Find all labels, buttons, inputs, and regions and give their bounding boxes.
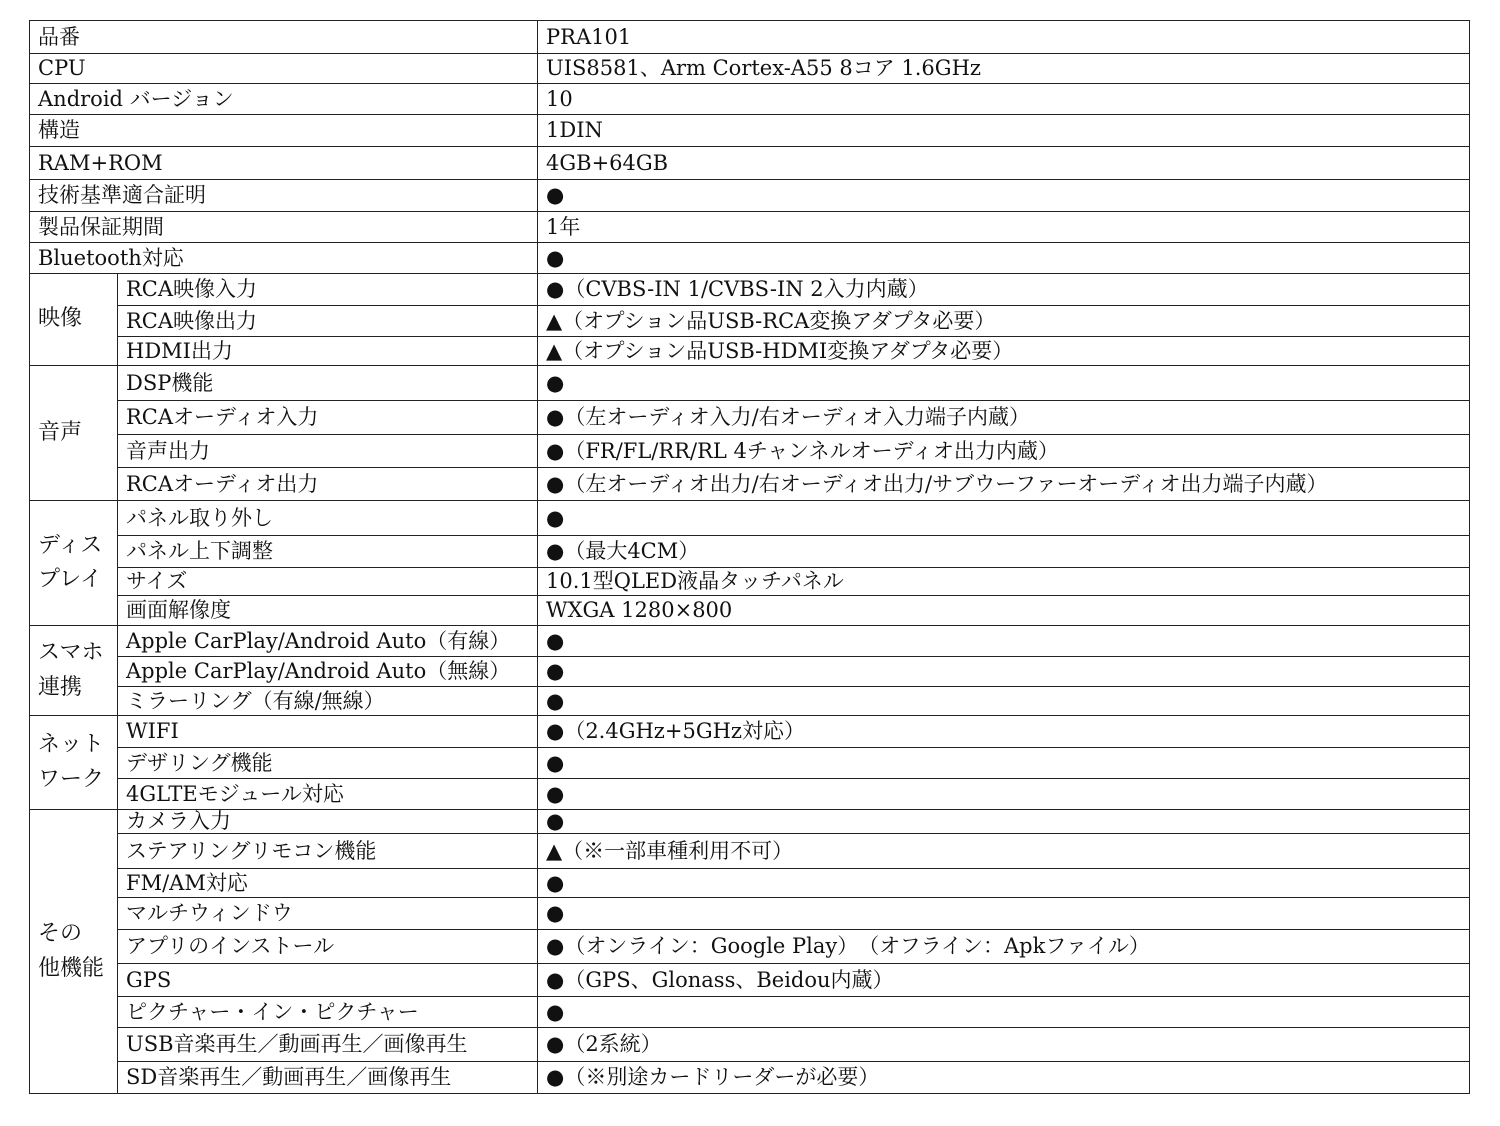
spec-row — [30, 869, 1470, 898]
spec-label: RCA映像出力 — [118, 306, 538, 337]
spec-row — [30, 1028, 1470, 1062]
spec-row — [30, 930, 1470, 964]
spec-label: ミラーリング（有線/無線） — [118, 687, 538, 716]
spec-value: PRA101 — [538, 21, 1470, 54]
spec-row — [30, 657, 1470, 687]
spec-row — [30, 810, 1470, 834]
spec-label: カメラ入力 — [118, 810, 538, 834]
spec-row — [30, 274, 1470, 306]
spec-value: ● — [538, 243, 1470, 274]
spec-value: ● — [538, 898, 1470, 930]
spec-row — [30, 212, 1470, 243]
spec-label: USB音楽再生／動画再生／画像再生 — [118, 1028, 538, 1062]
spec-value: ● — [538, 997, 1470, 1028]
spec-row — [30, 337, 1470, 366]
spec-value: ● — [538, 180, 1470, 212]
spec-value: UIS8581、Arm Cortex-A55 8コア 1.6GHz — [538, 54, 1470, 84]
spec-row — [30, 435, 1470, 468]
spec-label: サイズ — [118, 568, 538, 596]
spec-row — [30, 366, 1470, 401]
spec-row — [30, 243, 1470, 274]
spec-value: ●（左オーディオ入力/右オーディオ入力端子内蔵） — [538, 401, 1470, 435]
spec-row — [30, 401, 1470, 435]
spec-row — [30, 779, 1470, 810]
spec-row — [30, 147, 1470, 180]
spec-value: ▲（※一部車種利用不可） — [538, 834, 1470, 869]
spec-label: RAM+ROM — [30, 147, 538, 180]
spec-label: Bluetooth対応 — [30, 243, 538, 274]
spec-label: WIFI — [118, 716, 538, 748]
spec-label: RCAオーディオ入力 — [118, 401, 538, 435]
spec-value: 1DIN — [538, 115, 1470, 147]
spec-category: 映像 — [30, 274, 118, 366]
spec-value: ●（2系統） — [538, 1028, 1470, 1062]
spec-row — [30, 716, 1470, 748]
spec-label: マルチウィンドウ — [118, 898, 538, 930]
spec-value: ●（FR/FL/RR/RL 4チャンネルオーディオ出力内蔵） — [538, 435, 1470, 468]
spec-table — [29, 20, 1470, 1094]
spec-label: FM/AM対応 — [118, 869, 538, 898]
spec-value: ●（左オーディオ出力/右オーディオ出力/サブウーファーオーディオ出力端子内蔵） — [538, 468, 1470, 501]
spec-row — [30, 115, 1470, 147]
spec-row — [30, 834, 1470, 869]
spec-label: ステアリングリモコン機能 — [118, 834, 538, 869]
spec-label: GPS — [118, 964, 538, 997]
spec-label: ピクチャー・イン・ピクチャー — [118, 997, 538, 1028]
spec-label: 製品保証期間 — [30, 212, 538, 243]
spec-value: ● — [538, 869, 1470, 898]
spec-category: スマホ 連携 — [30, 626, 118, 716]
spec-row — [30, 568, 1470, 596]
spec-label: 品番 — [30, 21, 538, 54]
spec-value: ● — [538, 366, 1470, 401]
spec-label: HDMI出力 — [118, 337, 538, 366]
spec-row — [30, 468, 1470, 501]
spec-value: ●（CVBS-IN 1/CVBS-IN 2入力内蔵） — [538, 274, 1470, 306]
spec-value: ● — [538, 810, 1470, 834]
spec-category: 音声 — [30, 366, 118, 501]
spec-label: 技術基準適合証明 — [30, 180, 538, 212]
spec-label: SD音楽再生／動画再生／画像再生 — [118, 1062, 538, 1094]
spec-label: DSP機能 — [118, 366, 538, 401]
spec-label: 画面解像度 — [118, 596, 538, 626]
spec-value: ▲（オプション品USB-RCA変換アダプタ必要） — [538, 306, 1470, 337]
spec-label: 音声出力 — [118, 435, 538, 468]
spec-category: ディス プレイ — [30, 501, 118, 626]
spec-value: ●（2.4GHz+5GHz対応） — [538, 716, 1470, 748]
spec-row — [30, 748, 1470, 779]
spec-value: ● — [538, 626, 1470, 657]
spec-label: Apple CarPlay/Android Auto（有線） — [118, 626, 538, 657]
spec-value: ● — [538, 657, 1470, 687]
spec-value: ▲（オプション品USB-HDMI変換アダプタ必要） — [538, 337, 1470, 366]
spec-value: ●（オンライン：Google Play） （オフライン：Apkファイル） — [538, 930, 1470, 964]
spec-label: パネル取り外し — [118, 501, 538, 536]
spec-label: RCAオーディオ出力 — [118, 468, 538, 501]
spec-category: その 他機能 — [30, 810, 118, 1094]
spec-value: ● — [538, 501, 1470, 536]
spec-row — [30, 501, 1470, 536]
spec-row — [30, 964, 1470, 997]
spec-value: ● — [538, 779, 1470, 810]
spec-row — [30, 1062, 1470, 1094]
spec-label: Android バージョン — [30, 84, 538, 115]
spec-value: 1年 — [538, 212, 1470, 243]
spec-value: ●（※別途カードリーダーが必要） — [538, 1062, 1470, 1094]
spec-row — [30, 596, 1470, 626]
spec-value: ●（最大4CM） — [538, 536, 1470, 568]
spec-row — [30, 997, 1470, 1028]
spec-row — [30, 898, 1470, 930]
spec-value: ● — [538, 687, 1470, 716]
spec-value: ● — [538, 748, 1470, 779]
spec-label: パネル上下調整 — [118, 536, 538, 568]
spec-row — [30, 626, 1470, 657]
spec-row — [30, 84, 1470, 115]
spec-label: Apple CarPlay/Android Auto（無線） — [118, 657, 538, 687]
spec-label: アプリのインストール — [118, 930, 538, 964]
spec-category: ネット ワーク — [30, 716, 118, 810]
spec-value: 10 — [538, 84, 1470, 115]
spec-label: 4GLTEモジュール対応 — [118, 779, 538, 810]
spec-row — [30, 306, 1470, 337]
spec-label: デザリング機能 — [118, 748, 538, 779]
spec-label: RCA映像入力 — [118, 274, 538, 306]
spec-row — [30, 536, 1470, 568]
spec-value: 4GB+64GB — [538, 147, 1470, 180]
spec-row — [30, 687, 1470, 716]
spec-table-body — [30, 21, 1470, 1094]
spec-value: 10.1型QLED液晶タッチパネル — [538, 568, 1470, 596]
spec-label: 構造 — [30, 115, 538, 147]
spec-label: CPU — [30, 54, 538, 84]
spec-value: WXGA 1280×800 — [538, 596, 1470, 626]
spec-row — [30, 21, 1470, 54]
spec-row — [30, 54, 1470, 84]
spec-value: ●（GPS、Glonass、Beidou内蔵） — [538, 964, 1470, 997]
spec-row — [30, 180, 1470, 212]
